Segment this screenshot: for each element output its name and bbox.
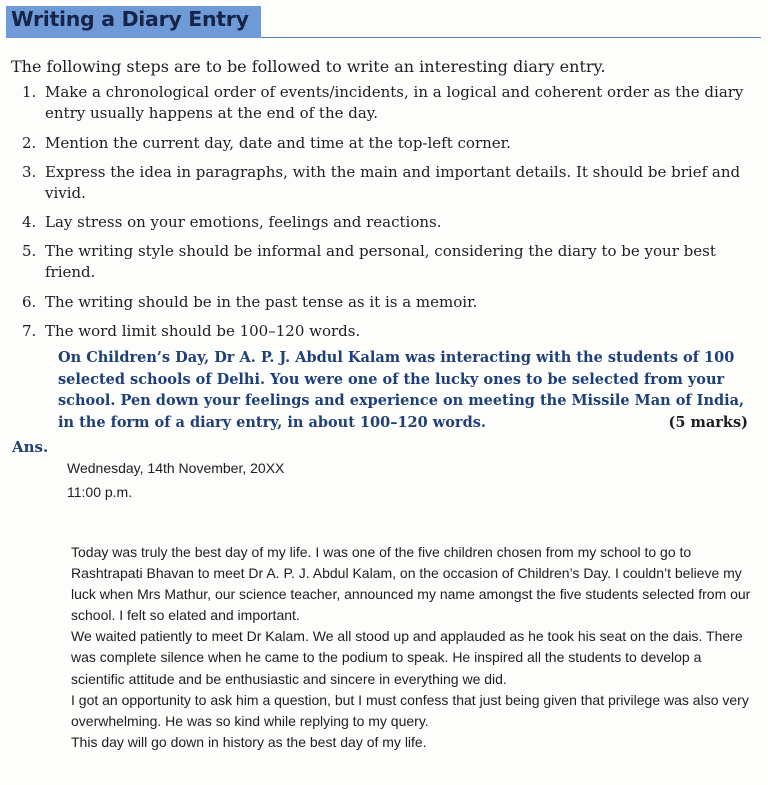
step-text: Make a chronological order of events/incidents, in a logical and coherent order as the diary entry usually happens at the end of the day.: [45, 83, 744, 122]
step-number: 2.: [22, 134, 37, 152]
diary-paragraph: Today was truly the best day of my life. I was one of the five children chosen from my school to go to Rashtrapati Bhavan to meet Dr A. P. J. Abdul Kalam, on the occasion of Children’s Day. I couldn’t believe my luck when Mrs Mathur, our science teacher, announced my name amongst the five students selected from our school. I felt so elated and important.: [71, 544, 751, 624]
intro-text: The following steps are to be followed to write an interesting diary entry.: [11, 57, 606, 76]
step-text: Express the idea in paragraphs, with the main and important details. It should be brief and vivid.: [45, 163, 741, 202]
diary-paragraph: I got an opportunity to ask him a question, but I must confess that just being given that privilege was also very overwhelming. He was so kind while replying to my query.: [71, 691, 749, 729]
diary-body: [71, 542, 756, 753]
step-text: The word limit should be 100–120 words.: [45, 322, 361, 340]
diary-paragraph: We waited patiently to meet Dr Kalam. We all stood up and applauded as he took his seat on the dais. There was complete silence when he came to the podium to speak. He inspired all the students to develop a scientific attitude and be enthusiastic and sincere in everything we did.: [71, 628, 743, 687]
step-text: Mention the current day, date and time at the top-left corner.: [45, 134, 511, 152]
diary-time: 11:00 p.m.: [67, 484, 133, 500]
step-number: 4.: [22, 213, 37, 231]
step-number: 7.: [22, 322, 37, 340]
answer-label: Ans.: [12, 438, 49, 456]
diary-paragraph: This day will go down in history as the best day of my life.: [71, 733, 427, 750]
diary-date: Wednesday, 14th November, 20XX: [67, 460, 285, 476]
marks-label: (5 marks): [668, 414, 748, 431]
page-title: Writing a Diary Entry: [11, 7, 249, 31]
step-number: 6.: [22, 293, 37, 311]
step-text: Lay stress on your emotions, feelings and reactions.: [45, 213, 442, 231]
step-text: The writing style should be informal and personal, considering the diary to be your best friend.: [45, 242, 716, 281]
step-number: 5.: [22, 242, 37, 260]
step-text: The writing should be in the past tense as it is a memoir.: [45, 293, 478, 311]
step-number: 1.: [22, 83, 37, 101]
title-rule: [261, 37, 761, 38]
question-text: On Children’s Day, Dr A. P. J. Abdul Kalam was interacting with the students of 100 selected schools of Delhi. You were one of the lucky ones to be selected from your school. Pen down your feelings and experience on meeting the Missile Man of India, in the form of a diary entry, in about 100–120 words.: [58, 349, 745, 431]
step-number: 3.: [22, 163, 37, 181]
